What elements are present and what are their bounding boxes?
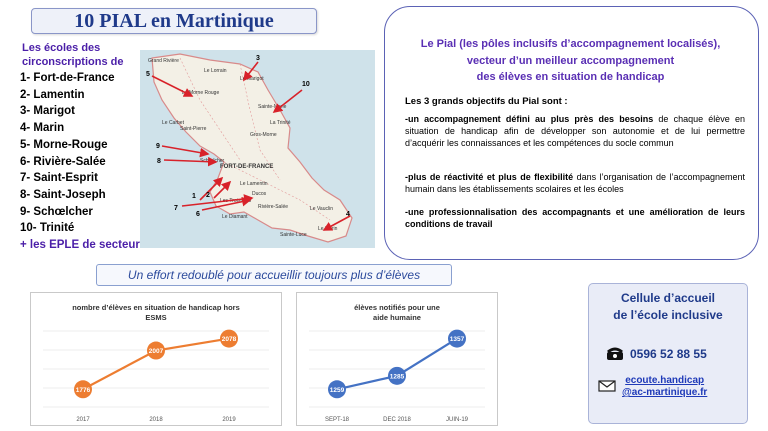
- chart-2-title: élèves notifiés pour une aide humaine: [354, 303, 440, 322]
- map-label: Saint-Pierre: [180, 126, 207, 132]
- page-title-box: [31, 8, 317, 34]
- pial-title-line1: Le Pial (les pôles inclusifs d’accompagnement localisés),: [420, 38, 721, 50]
- list-item: 10- Trinité: [20, 222, 75, 235]
- pial-objective-2: [405, 172, 745, 196]
- map-label: Sainte-Marie: [258, 104, 287, 110]
- pial-objectives-heading: Les 3 grands objectifs du Pial sont :: [405, 96, 568, 107]
- map-label-capital: FORT-DE-FRANCE: [220, 164, 274, 170]
- list-item: 4- Marin: [20, 122, 65, 135]
- map-label: La Trinité: [270, 120, 291, 126]
- pial-objective-1-text: de chaque élève en situation de handicap afin de développer son autonomie et de lui permettre d’acquérir les connaissances et les compétences du socle commun: [405, 114, 745, 148]
- pial-objective-3-text: -une professionnalisation des accompagnants et une amélioration de leurs conditions de travail: [405, 207, 745, 229]
- pial-objective-1: [405, 114, 745, 149]
- tick-label: SEPT-18: [324, 417, 350, 423]
- map-label: Le Marin: [318, 226, 338, 232]
- effort-text: Un effort redoublé pour accueillir toujours plus d’élèves: [127, 268, 421, 282]
- chart-students-disability: [30, 292, 282, 426]
- pial-objective-2-bold: -plus de réactivité et plus de flexibilité: [405, 172, 574, 182]
- list-item-extra: + les EPLE de secteur: [20, 239, 140, 252]
- pial-title-line3: des élèves en situation de handicap: [476, 71, 665, 83]
- contact-title: [588, 290, 748, 324]
- list-item: 6- Rivière-Salée: [20, 155, 106, 168]
- list-item: 8- Saint-Joseph: [20, 188, 106, 201]
- map-label: Gros-Morne: [250, 132, 277, 138]
- list-item: 9- Schœlcher: [20, 205, 93, 218]
- chart-1-plot: [31, 325, 281, 425]
- chart-2-plot: [297, 325, 497, 425]
- map-label: Le Carbet: [162, 120, 184, 126]
- map-marker: 6: [196, 211, 200, 218]
- island-shape: [152, 54, 352, 242]
- schools-heading-line1: Les écoles des: [22, 42, 101, 54]
- pial-title-line2: vecteur d’un meilleur accompagnement: [466, 54, 675, 67]
- list-item: 1- Fort-de-France: [20, 72, 115, 84]
- schools-heading-line2: circonscriptions de: [22, 56, 124, 68]
- pial-objective-3: [405, 207, 745, 231]
- map-marker: 7: [174, 205, 178, 212]
- map-label: Le Vauclin: [310, 206, 333, 212]
- tick-label: 2019: [222, 417, 236, 423]
- list-item: 5- Morne-Rouge: [20, 138, 108, 151]
- martinique-map: [140, 50, 375, 248]
- map-marker: 2: [206, 192, 210, 199]
- tick-label: 2017: [76, 417, 90, 423]
- schools-heading: [22, 41, 142, 69]
- list-item: 3- Marigot: [20, 105, 75, 118]
- map-label: Ducos: [252, 191, 267, 197]
- page-title: 10 PIAL en Martinique: [74, 9, 274, 32]
- map-label: Rivière-Salée: [258, 204, 289, 210]
- data-label: 1259: [329, 386, 345, 394]
- data-label: 1776: [75, 386, 91, 394]
- map-marker: 8: [157, 158, 161, 165]
- school-list: [20, 70, 140, 254]
- data-label: 2007: [148, 348, 164, 356]
- map-label: Les Trois-Ilets: [220, 198, 252, 204]
- list-item: 2- Lamentin: [20, 88, 85, 101]
- contact-title-line2: de l’école inclusive: [613, 308, 723, 322]
- chart-1-title: nombre d’élèves en situation de handicap hors ESMS: [72, 303, 240, 322]
- map-label: Le Lamentin: [240, 181, 268, 187]
- map-label: Schœlcher: [200, 158, 225, 164]
- contact-email: [598, 375, 707, 399]
- map-marker: 5: [146, 71, 150, 78]
- map-marker: 4: [346, 211, 350, 218]
- list-item: 7- Saint-Esprit: [20, 172, 98, 185]
- email-line1: ecoute.handicap: [625, 375, 705, 386]
- map-marker: 10: [302, 81, 310, 88]
- phone-number[interactable]: 0596 52 88 55: [630, 347, 707, 361]
- chart-human-aide: [296, 292, 498, 426]
- tick-label: JUIN-19: [445, 417, 469, 423]
- tick-label: DEC 2018: [383, 417, 411, 423]
- map-marker: 1: [192, 193, 196, 200]
- tick-label: 2018: [149, 417, 163, 423]
- map-label: Le Marigot: [240, 76, 264, 82]
- data-label: 2078: [221, 336, 237, 344]
- email-link[interactable]: [622, 375, 707, 399]
- telephone-icon: [606, 347, 624, 361]
- effort-banner: [96, 264, 452, 286]
- map-label: Le Morne Rouge: [182, 90, 220, 96]
- map-marker: 9: [156, 143, 160, 150]
- pial-objective-2-text: dans l’organisation de l’accompagnement humain dans les établissements scolaires et les écoles: [405, 172, 745, 194]
- map-label: Sainte-Luce: [280, 232, 307, 238]
- map-marker: 3: [256, 55, 260, 62]
- data-label: 1357: [449, 336, 465, 344]
- arrow-10: [274, 90, 302, 112]
- map-label: Grand Rivière: [148, 58, 179, 64]
- email-line2: @ac-martinique.fr: [622, 387, 708, 398]
- map-svg: [140, 50, 375, 248]
- map-label: Le Diamant: [222, 214, 248, 220]
- pial-objective-1-bold: -un accompagnement défini au plus près des besoins: [405, 114, 654, 124]
- map-label: Le Lorrain: [204, 68, 227, 74]
- envelope-icon: [598, 379, 616, 393]
- pial-title: [398, 36, 743, 86]
- contact-title-line1: Cellule d’accueil: [620, 291, 716, 305]
- contact-phone: [606, 347, 707, 361]
- data-label: 1285: [389, 373, 405, 381]
